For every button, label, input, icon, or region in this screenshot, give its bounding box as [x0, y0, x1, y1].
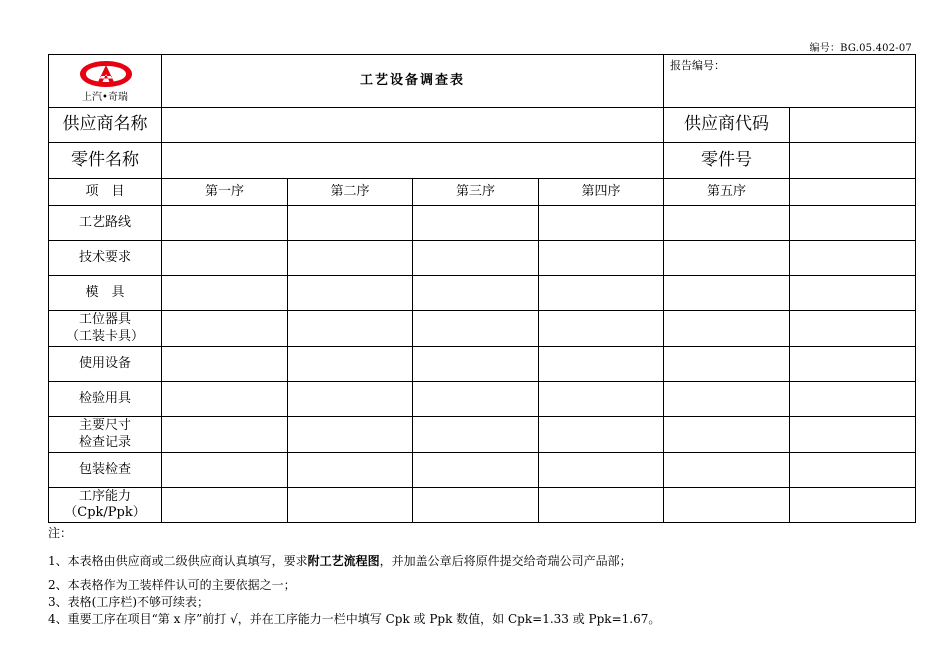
- table-cell[interactable]: [288, 488, 413, 523]
- table-row: [49, 241, 916, 276]
- table-cell[interactable]: [162, 276, 288, 311]
- supplier-name-field[interactable]: [162, 108, 664, 143]
- process-equipment-survey-form: [48, 54, 916, 523]
- table-cell[interactable]: [790, 453, 916, 488]
- table-cell[interactable]: [539, 241, 664, 276]
- table-cell[interactable]: [790, 488, 916, 523]
- table-cell[interactable]: [539, 206, 664, 241]
- table-cell[interactable]: [162, 206, 288, 241]
- table-cell[interactable]: [413, 382, 539, 417]
- process-header-2: 第二序: [288, 179, 413, 206]
- table-cell[interactable]: [790, 347, 916, 382]
- table-cell[interactable]: [413, 417, 539, 453]
- table-cell[interactable]: [288, 206, 413, 241]
- notes-heading: 注：: [48, 526, 73, 540]
- row-label: 模 具: [49, 276, 162, 311]
- table-cell[interactable]: [413, 453, 539, 488]
- table-cell[interactable]: [664, 311, 790, 347]
- table-cell[interactable]: [790, 417, 916, 453]
- table-cell[interactable]: [288, 382, 413, 417]
- table-cell[interactable]: [539, 453, 664, 488]
- table-cell[interactable]: [413, 276, 539, 311]
- row-label: 工序能力 （Cpk/Ppk）: [49, 488, 162, 523]
- table-cell[interactable]: [162, 347, 288, 382]
- table-row: [49, 453, 916, 488]
- table-cell[interactable]: [664, 276, 790, 311]
- table-cell[interactable]: [664, 382, 790, 417]
- process-header-1: 第一序: [162, 179, 288, 206]
- part-number-field[interactable]: [790, 143, 916, 179]
- table-cell[interactable]: [790, 276, 916, 311]
- table-cell[interactable]: [288, 453, 413, 488]
- table-cell[interactable]: [162, 382, 288, 417]
- table-cell[interactable]: [790, 311, 916, 347]
- table-cell[interactable]: [162, 417, 288, 453]
- note-3: 3、表格(工序栏)不够可续表；: [48, 595, 209, 609]
- table-row: [49, 206, 916, 241]
- report-number-field[interactable]: [664, 55, 916, 108]
- table-cell[interactable]: [539, 417, 664, 453]
- table-cell[interactable]: [539, 311, 664, 347]
- form-title: 工艺设备调查表: [162, 55, 664, 108]
- process-header-6: [790, 179, 916, 206]
- table-cell[interactable]: [790, 241, 916, 276]
- table-cell[interactable]: [413, 488, 539, 523]
- part-number-label: 零件号: [664, 143, 790, 179]
- table-cell[interactable]: [539, 276, 664, 311]
- table-cell[interactable]: [162, 241, 288, 276]
- process-header-row: [49, 179, 916, 206]
- table-row: [49, 488, 916, 523]
- table-cell[interactable]: [413, 347, 539, 382]
- table-cell[interactable]: [288, 241, 413, 276]
- brand-text: 上汽•奇瑞: [82, 91, 128, 103]
- table-cell[interactable]: [539, 347, 664, 382]
- table-cell[interactable]: [413, 311, 539, 347]
- table-cell[interactable]: [288, 347, 413, 382]
- table-row: [49, 347, 916, 382]
- supplier-name-label: 供应商名称: [49, 108, 162, 143]
- table-cell[interactable]: [664, 241, 790, 276]
- supplier-code-label: 供应商代码: [664, 108, 790, 143]
- table-cell[interactable]: [288, 417, 413, 453]
- row-label: 包装检查: [49, 453, 162, 488]
- row-label: 工艺路线: [49, 206, 162, 241]
- chery-logo-icon: [77, 60, 135, 88]
- logo-cell: [49, 55, 162, 108]
- row-label: 主要尺寸 检查记录: [49, 417, 162, 453]
- table-cell[interactable]: [162, 453, 288, 488]
- table-row: [49, 417, 916, 453]
- table-cell[interactable]: [288, 276, 413, 311]
- supplier-code-field[interactable]: [790, 108, 916, 143]
- process-header-5: 第五序: [664, 179, 790, 206]
- document-code: 编号：BG.05.402-07: [809, 43, 912, 54]
- table-cell[interactable]: [162, 488, 288, 523]
- table-cell[interactable]: [413, 241, 539, 276]
- process-header-3: 第三序: [413, 179, 539, 206]
- note-1: 1、本表格由供应商或二级供应商认真填写，要求附工艺流程图，并加盖公章后将原件提交给奇瑞公司产品部；: [48, 554, 632, 568]
- process-header-4: 第四序: [539, 179, 664, 206]
- table-cell[interactable]: [664, 453, 790, 488]
- row-label: 使用设备: [49, 347, 162, 382]
- table-row: [49, 311, 916, 347]
- note-2: 2、本表格作为工装样件认可的主要依据之一；: [48, 578, 296, 592]
- item-header: 项 目: [49, 179, 162, 206]
- table-cell[interactable]: [664, 488, 790, 523]
- part-name-field[interactable]: [162, 143, 664, 179]
- table-row: [49, 276, 916, 311]
- part-name-label: 零件名称: [49, 143, 162, 179]
- table-cell[interactable]: [790, 206, 916, 241]
- row-label: 技术要求: [49, 241, 162, 276]
- row-label: 工位器具 （工装卡具）: [49, 311, 162, 347]
- report-number-label: 报告编号：: [670, 59, 726, 72]
- note-4: 4、重要工序在项目“第 x 序”前打 √，并在工序能力一栏中填写 Cpk 或 Ppk 数值，如 Cpk=1.33 或 Ppk=1.67。: [48, 612, 661, 626]
- table-cell[interactable]: [664, 206, 790, 241]
- table-cell[interactable]: [539, 488, 664, 523]
- table-cell[interactable]: [664, 347, 790, 382]
- table-row: [49, 382, 916, 417]
- table-cell[interactable]: [413, 206, 539, 241]
- table-cell[interactable]: [790, 382, 916, 417]
- table-cell[interactable]: [539, 382, 664, 417]
- table-cell[interactable]: [162, 311, 288, 347]
- table-cell[interactable]: [664, 417, 790, 453]
- table-cell[interactable]: [288, 311, 413, 347]
- row-label: 检验用具: [49, 382, 162, 417]
